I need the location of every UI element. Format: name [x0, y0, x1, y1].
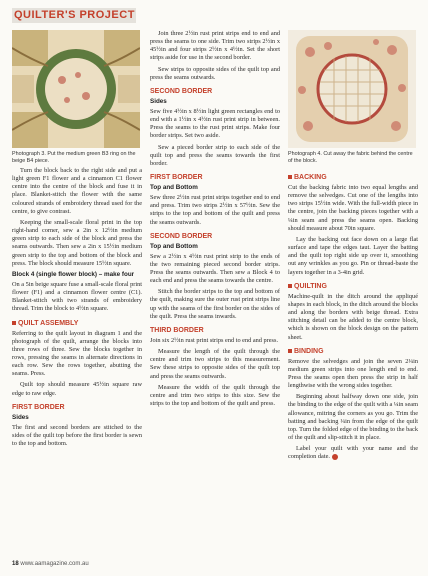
- paragraph: Stitch the border strips to the top and bottom of the quilt, making sure the outer rust print strips line up with the seams of the first border on the sides of the quilt. Press the seams inwards.: [150, 288, 280, 320]
- subheading-top-bottom: Top and Bottom: [150, 242, 198, 250]
- paragraph: Machine-quilt in the ditch around the appliqué shapes in each block, in the ditch around the blocks and along the borders with beige thread. Extra stitching detail can be added to the centre block, which is shown on the block design on the pattern sheet.: [288, 292, 418, 341]
- paragraph: Lay the backing out face down on a large flat surface and tape the edges taut. Layer the batting and the quilt top right side up over it, smoothing out any wrinkles as you go. Pin or thread-baste the layers together in a 3-4in grid.: [288, 235, 418, 276]
- page-footer: [12, 561, 89, 567]
- heading-binding: BINDING: [288, 348, 418, 355]
- column-3: [288, 168, 418, 465]
- paragraph: Measure the width of the quilt through the centre and trim two strips to this size. Sew the strips to the top and bottom of the quilt and press.: [150, 383, 280, 407]
- page-title: QUILTER'S PROJECT: [14, 9, 135, 21]
- page-number: 18: [12, 561, 19, 567]
- paragraph: Cut the backing fabric into two equal lengths and remove the selvedges. Cut one of the lengths into two strips 15½in wide. With the full-width piece in the centre, join the backing pieces together with a ¼in seam and press the seams open. Backing should measure about 70in square.: [288, 184, 418, 232]
- paragraph: The first and second borders are stitched to the sides of the quilt top before the first border is sewn to the top and bottom.: [12, 423, 142, 448]
- paragraph: Sew a pieced border strip to each side of the quilt top and press the seams towards the first border.: [150, 143, 280, 167]
- heading-first-border: FIRST BORDER: [150, 174, 203, 182]
- paragraph: Join three 2½in rust print strips end to end and press the seams to one side. Trim two strips 2½in x 45½in and four strips 2½in x 4½in. Set the short strips aside for use in the second border.: [150, 30, 280, 62]
- heading-backing: BACKING: [288, 174, 418, 181]
- bullet-icon: [288, 349, 292, 353]
- photo-3-caption: Photograph 3. Put the medium green B3 ring on the beige B4 piece.: [12, 151, 136, 164]
- paragraph: Sew five 4½in x 8½in light green rectangles end to end with a 1½in x 4½in rust print strip in between. Press the seams to the rust print strips. Make four border strips. Set two aside.: [150, 107, 280, 140]
- paragraph: Join six 2½in rust print strips end to end and press.: [150, 336, 279, 344]
- heading-quilt-assembly: QUILT ASSEMBLY: [12, 320, 142, 327]
- column-1: [12, 167, 142, 451]
- paragraph: Sew a 2½in x 4½in rust print strip to the ends of the two remaining pieced second border strips. Press the seams outwards. Then sew a Block 4 to each end and press the seams towards the centre.: [150, 252, 280, 285]
- bullet-icon: [288, 284, 292, 288]
- quilt-back-photo: [288, 30, 416, 148]
- heading-first-border: FIRST BORDER: [12, 403, 65, 411]
- column-2: [150, 30, 280, 411]
- paragraph: Measure the length of the quilt through the centre and trim two strips to this measurement. Sew these strips to opposite sides of the quilt top and press the seams outwards.: [150, 348, 280, 380]
- heading-quilting: QUILTING: [288, 283, 418, 290]
- paragraph: Sew three 2½in rust print strips together end to end and press. Trim two strips 2½in x 57½in. Sew the strips to the top and bottom of the quilt and press the seams outwards.: [150, 194, 280, 226]
- quilt-block-photo: [12, 30, 140, 148]
- heading-third-border: THIRD BORDER: [150, 326, 204, 334]
- subheading-sides: Sides: [150, 97, 167, 105]
- photo-3: [12, 30, 140, 148]
- magazine-url: www.aamagazine.com.au: [20, 561, 89, 567]
- heading-second-border: SECOND BORDER: [150, 232, 213, 240]
- bullet-icon: [288, 175, 292, 179]
- paragraph: Label your quilt with your name and the completion date.: [288, 445, 418, 461]
- end-mark-icon: [332, 454, 338, 460]
- paragraph: Beginning about halfway down one side, join the binding to the edge of the quilt with a ¼in seam allowance, mitring the corners as you go. Trim the batting and backing ¼in from the edge of the quilt top. Turn the folded edge of the binding to the back of the quilt and slip-stitch it in place.: [288, 393, 418, 442]
- photo-4: [288, 30, 416, 148]
- paragraph: Turn the block back to the right side and put a light green F1 flower and a cinnamon C1 flower centre into the centre of the block and fuse it in place. Blanket-stitch the flower with the same coloured strands of embroidery thread used for the centre, to give contrast.: [12, 167, 142, 215]
- paragraph: On a 5in beige square fuse a small-scale floral print flower (F1) and a cinnamon flower centre (C1). Blanket-stitch with two strands of embroidery thread. Trim the block to 4½in square.: [12, 280, 142, 313]
- heading-second-border: SECOND BORDER: [150, 87, 213, 95]
- subheading-top-bottom: Top and Bottom: [150, 184, 198, 192]
- paragraph: Keeping the small-scale floral print in the top right-hand corner, sew a 2in x 12½in medium green strip to each side of the block and press the seams outwards. Then sew a 2in x 15½in medium green strip to the top and bottom of the block and press. The block should measure 15½in square.: [12, 218, 142, 267]
- paragraph: Sew strips to opposite sides of the quilt top and press the seams outwards.: [150, 65, 280, 81]
- paragraph: Referring to the quilt layout in diagram 1 and the photograph of the quilt, arrange the blocks into three rows of three. Sew the blocks together in rows, pressing the seams in alternate directions in each row. Sew the rows together, abutting the seams. Press.: [12, 329, 142, 378]
- subheading-block-4: Block 4 (single flower block) – make four: [12, 270, 135, 278]
- photo-4-caption: Photograph 4. Cut away the fabric behind the centre of the block.: [288, 151, 413, 164]
- subheading-sides: Sides: [12, 413, 29, 421]
- paragraph: Remove the selvedges and join the seven 2¼in medium green strips into one length end to end. Press the seams open then press the strip in half lengthwise with the wrong sides together.: [288, 357, 418, 390]
- paragraph: Quilt top should measure 45½in square raw edge to raw edge.: [12, 381, 142, 397]
- bullet-icon: [12, 321, 16, 325]
